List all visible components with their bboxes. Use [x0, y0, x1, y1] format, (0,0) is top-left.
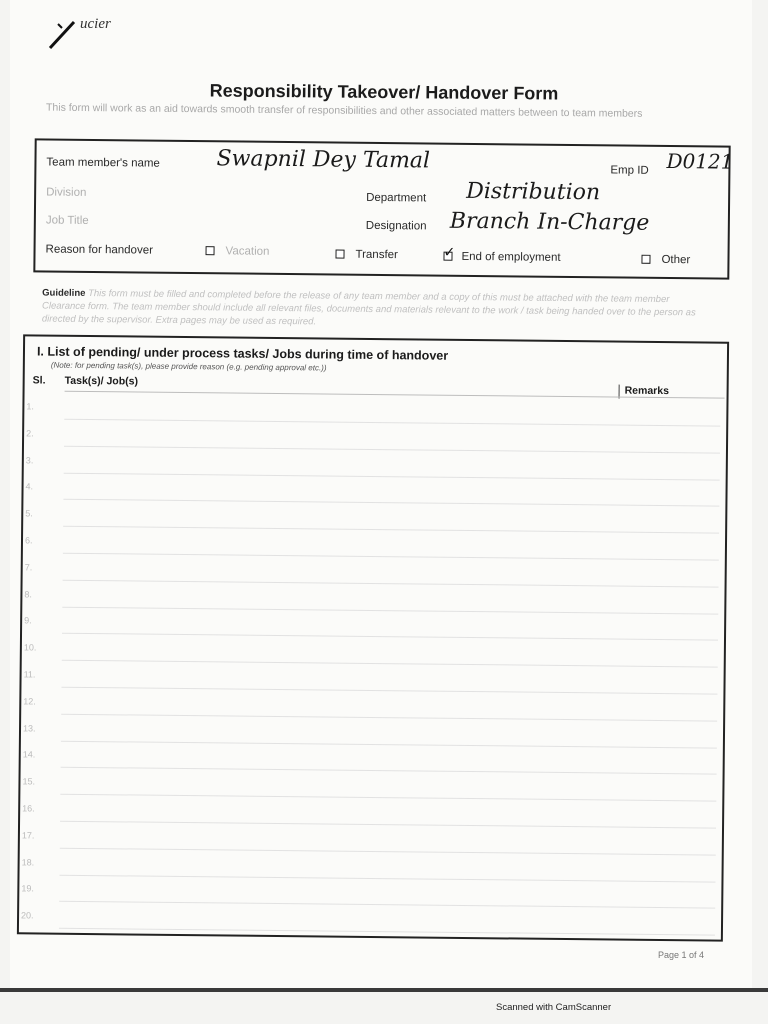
row-number: 19.	[21, 883, 34, 894]
row-number: 20.	[21, 910, 34, 921]
row-number: 15.	[22, 776, 36, 787]
col-remarks-header: Remarks	[624, 384, 670, 398]
division-label: Division	[46, 186, 87, 199]
transfer-label: Transfer	[355, 248, 398, 262]
col-task-header: Task(s)/ Job(s)	[64, 374, 139, 388]
employee-info-box	[33, 138, 734, 279]
row-number: 12.	[23, 696, 36, 707]
row-number: 7.	[24, 562, 33, 573]
guideline-label: Guideline	[42, 287, 86, 299]
page-number: Page 1 of 4	[658, 950, 705, 960]
form-title: Responsibility Takeover/ Handover Form	[209, 80, 559, 104]
emp-id-label: Emp ID	[610, 164, 649, 177]
row-number: 6.	[24, 535, 33, 546]
reason-label: Reason for handover	[45, 243, 154, 257]
other-checkbox[interactable]	[641, 255, 650, 264]
end-of-employment-checkbox[interactable]	[443, 252, 452, 261]
job-title-label: Job Title	[45, 214, 89, 227]
form-intro: This form will work as an aid towards smooth transfer of responsibilities and other associated matters between to team members	[45, 101, 643, 120]
designation-value[interactable]: Branch In-Charge	[449, 208, 650, 236]
section-note: (Note: for pending task(s), please provide reason (e.g. pending approval etc.))	[50, 360, 327, 373]
guideline-body: This form must be filled and completed before the release of any team member and a copy of this must be attached with the team member Clearance form. The team member should include all relevant files, documents and materials relevant to the work / task being handed over to the person as directed by the supervisor. Extra pages may be used as required.	[41, 288, 696, 328]
end-of-employment-label: End of employment	[461, 250, 561, 264]
emp-id-value[interactable]: D0121	[666, 148, 734, 174]
row-number: 13.	[22, 722, 36, 734]
department-label: Department	[366, 191, 427, 205]
row-number: 2.	[26, 428, 34, 439]
designation-label: Designation	[365, 219, 427, 233]
logo-text: ucier	[80, 16, 111, 32]
department-value[interactable]: Distribution	[466, 178, 601, 206]
name-value[interactable]: Swapnil Dey Tamal	[216, 146, 431, 174]
row-number: 10.	[23, 642, 37, 653]
row-number: 4.	[25, 481, 34, 492]
transfer-checkbox[interactable]	[335, 250, 344, 259]
pending-tasks-box	[17, 334, 729, 941]
row-number: 16.	[22, 803, 35, 814]
guideline-text	[42, 287, 706, 333]
other-label: Other	[661, 253, 691, 267]
scan-edge	[0, 988, 768, 992]
row-line	[59, 928, 715, 936]
row-number: 18.	[21, 856, 35, 868]
row-number: 14.	[22, 749, 36, 760]
section-title: I. List of pending/ under process tasks/ Jobs during time of handover	[36, 344, 449, 363]
scanner-watermark: Scanned with CamScanner	[496, 1002, 612, 1013]
vacation-label: Vacation	[225, 245, 270, 258]
row-number: 11.	[23, 669, 36, 680]
row-number: 9.	[24, 615, 32, 626]
vacation-checkbox[interactable]	[206, 246, 215, 255]
row-number: 3.	[25, 454, 34, 466]
row-number: 17.	[21, 830, 35, 841]
row-number: 1.	[26, 401, 34, 412]
name-label: Team member's name	[46, 156, 160, 170]
row-number: 8.	[24, 588, 33, 600]
col-sl-header: Sl.	[32, 374, 46, 387]
row-number: 5.	[25, 508, 33, 519]
